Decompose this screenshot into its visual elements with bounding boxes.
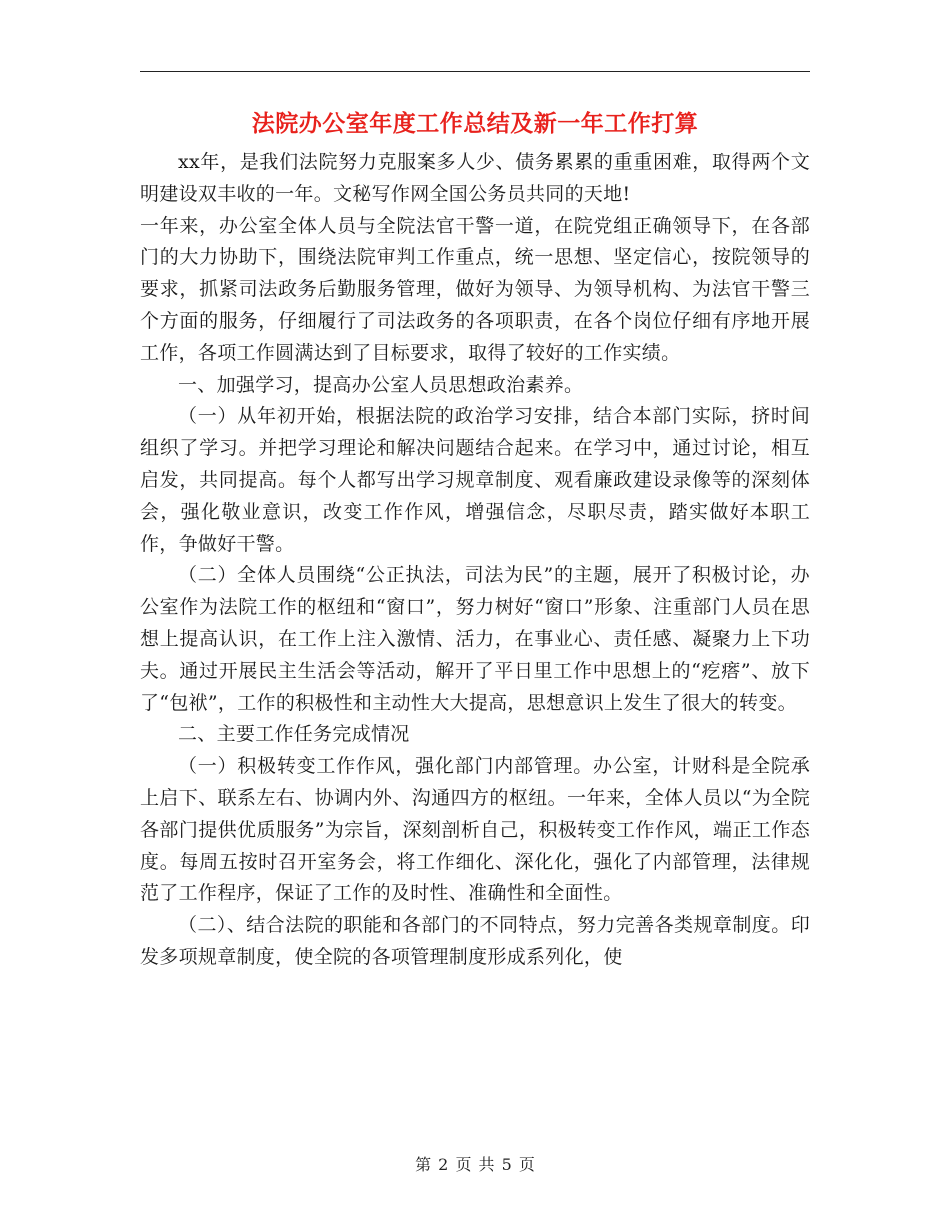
document-body <box>140 147 810 974</box>
paragraph-2-2: （二）、结合法院的职能和各部门的不同特点，努力完善各类规章制度。印发多项规章制度，使全院的各项管理制度形成系列化，使 <box>140 914 810 968</box>
paragraph-overview: 一年来，办公室全体人员与全院法官干警一道，在院党组正确领导下，在各部门的大力协助下，围绕法院审判工作重点，统一思想、坚定信心，按院领导的要求，抓紧司法政务后勤服务管理，做好为领导、为领导机构、为法官干警三个方面的服务，仔细履行了司法政务的各项职责，在各个岗位仔细有序地开展工作，各项工作圆满达到了目标要求，取得了较好的工作实绩。 <box>140 214 810 364</box>
paragraph-1-2: （二）全体人员围绕“公正执法，司法为民”的主题，展开了积极讨论，办公室作为法院工作的枢纽和“窗口”，努力树好“窗口”形象、注重部门人员在思想上提高认识，在工作上注入激情、活力，在事业心、责任感、凝聚力上下功夫。通过开展民主生活会等活动，解开了平日里工作中思想上的“疙瘩”、放下了“包袱”，工作的积极性和主动性大大提高，思想意识上发生了很大的转变。 <box>140 564 810 714</box>
header-rule <box>140 71 810 72</box>
paragraph-1-1: （一）从年初开始，根据法院的政治学习安排，结合本部门实际，挤时间组织了学习。并把学习理论和解决问题结合起来。在学习中，通过讨论，相互启发，共同提高。每个人都写出学习规章制度、观看廉政建设录像等的深刻体会，强化敬业意识，改变工作作风，增强信念，尽职尽责，踏实做好本职工作，争做好干警。 <box>140 405 810 555</box>
paragraph-2-1: （一）积极转变工作作风，强化部门内部管理。办公室，计财科是全院承上启下、联系左右、协调内外、沟通四方的枢纽。一年来，全体人员以“为全院各部门提供优质服务”为宗旨，深刻剖析自己，积极转变工作作风，端正工作态度。每周五按时召开室务会，将工作细化、深化化，强化了内部管理，法律规范了工作程序，保证了工作的及时性、准确性和全面性。 <box>140 755 810 905</box>
page-number: 第 2 页 共 5 页 <box>415 1155 535 1174</box>
section-heading-1: 一、加强学习，提高办公室人员思想政治素养。 <box>178 373 584 396</box>
section-heading-2: 二、主要工作任务完成情况 <box>178 723 410 746</box>
document-title: 法院办公室年度工作总结及新一年工作打算 <box>251 111 699 137</box>
paragraph-intro: xx年，是我们法院努力克服案多人少、债务累累的重重困难，取得两个文明建设双丰收的一年。文秘写作网全国公务员共同的天地! <box>140 151 810 205</box>
